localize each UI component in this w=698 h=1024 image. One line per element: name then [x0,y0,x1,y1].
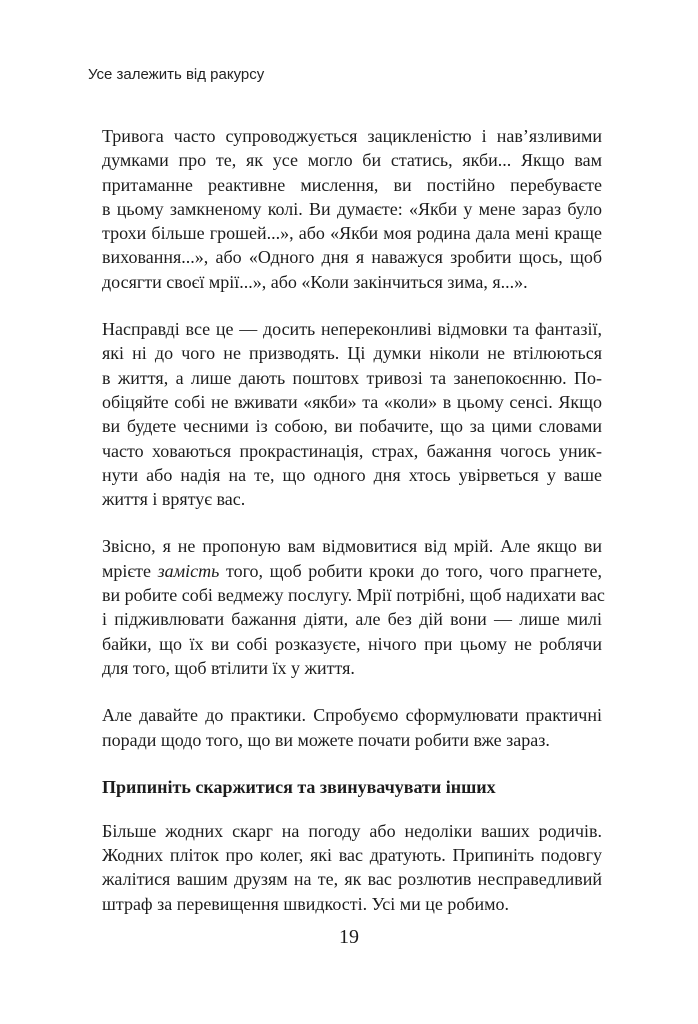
text-line: Насправді все це — досить непереконливі відмовки та фантазії, [102,319,602,340]
text-line: які ні до чого не призводять. Ці думки ніколи не втілюються [102,343,602,364]
text-line: нути або надія на те, що одного дня хтось увірветься у ваше [102,464,602,485]
text-line: Але давайте до практики. Спробуємо сформулювати практичні [102,705,602,726]
paragraph-dreams [102,534,605,680]
text-line: ви робите собі ведмежу послугу. Мрії потрібні, щоб надихати вас [102,585,605,606]
running-header: Усе залежить від ракурсу [88,66,265,83]
text-line: обіцяйте собі не вживати «якби» та «коли» в цьому сенсі. Якщо [102,391,602,412]
paragraph-practice [102,703,602,752]
text-line: в цьому замкненому колі. Ви думаєте: «Якби у мене зараз було [102,198,602,219]
text-line-with-emphasis [102,559,602,583]
text-line: ви будете чесними із собою, ви побачите, що за цими словами [102,416,602,437]
text-line: притаманне реактивне мислення, ви постійно перебуваєте [102,174,602,195]
text-line: і підживлювати бажання діяти, але без дій вони — лише милі [102,609,602,630]
text-line: думками про те, як усе могло би статись, якби... Якщо вам [102,150,602,171]
text-line: життя і врятує вас. [102,489,246,510]
text-line: байки, що їх ви собі розказуєте, нічого при цьому не роблячи [102,633,602,654]
text-line: трохи більше грошей...», або «Якби моя родина дала мені краще [102,223,602,244]
text-line: Звісно, я не пропоную вам відмовитися від мрій. Але якщо ви [102,536,602,557]
text-segment: мрієте [102,560,158,581]
text-line: штраф за перевищення швидкості. Усі ми це робимо. [102,893,510,914]
text-line: Більше жодних скарг на погоду або недоліки ваших родичів. [102,820,602,841]
emphasis-word: замість [157,560,220,581]
text-line: Тривога часто супроводжується зацикленістю і нав’язливими [102,126,602,146]
paragraph-anxiety [102,124,602,294]
text-segment: того, щоб робити кроки до того, чого прагнете, [219,560,602,581]
text-line: виховання...», або «Одного дня я наважуся зробити щось, щоб [102,247,602,268]
section-subheading: Припиніть скаржитися та звинувачувати інших [102,776,496,797]
text-line: Жодних пліток про колег, які вас дратують. Припиніть подовгу [102,845,602,866]
text-line: для того, щоб втілити їх у життя. [102,657,355,678]
paragraph-excuses [102,317,602,511]
page-number: 19 [339,926,359,948]
paragraph-complaints [102,819,602,916]
text-line: часто ховаються прокрастинація, страх, бажання чогось уник- [102,440,602,461]
body-text [102,124,605,939]
text-line: досягти своєї мрії...», або «Коли закінчиться зима, я...». [102,271,528,292]
text-line: жалітися вашим друзям на те, як вас розлютив несправедливий [102,869,602,890]
text-line: в життя, а лише дають поштовх тривозі та занепокоєнню. По- [102,367,602,388]
text-line: поради щодо того, що ви можете почати робити вже зараз. [102,729,550,750]
